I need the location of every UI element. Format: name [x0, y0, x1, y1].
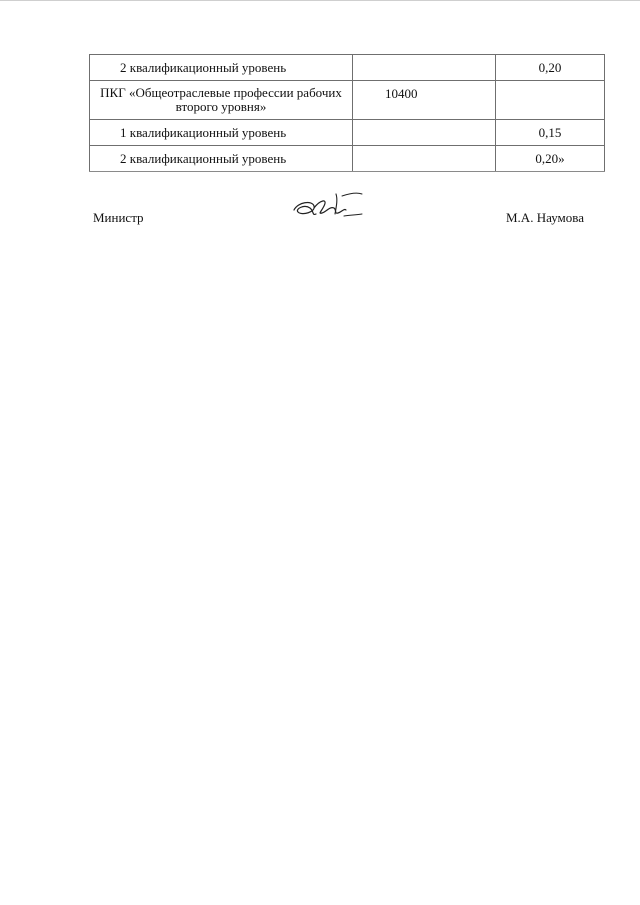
code-cell [353, 120, 496, 146]
qualification-level-cell [90, 146, 353, 172]
handwritten-signature-icon [290, 188, 370, 230]
qualification-level-cell [90, 120, 353, 146]
qualification-level-cell [90, 55, 353, 81]
code-cell [353, 55, 496, 81]
table-row [90, 120, 605, 146]
code-cell [353, 81, 496, 120]
coefficient-cell [496, 55, 605, 81]
professional-group-text: ПКГ «Общеотраслевые профессии рабочих второго уровня» [100, 85, 342, 114]
qualification-level-text: 2 квалификационный уровень [120, 151, 287, 166]
coefficients-table [89, 54, 605, 172]
coefficient-cell [496, 146, 605, 172]
signatory-position: Министр [93, 210, 144, 225]
code-text [353, 55, 495, 61]
professional-group-cell [90, 81, 353, 120]
code-text: 10400 [385, 86, 418, 101]
qualification-level-text: 2 квалификационный уровень [120, 60, 287, 75]
coefficient-text [496, 81, 604, 87]
signatory-name: М.А. Наумова [506, 210, 584, 225]
signature-block [0, 188, 640, 238]
coefficient-cell [496, 120, 605, 146]
coefficient-text: 0,20 [538, 60, 562, 75]
coefficient-text: 0,20» [535, 151, 565, 166]
code-cell [353, 146, 496, 172]
table-row [90, 81, 605, 120]
qualification-level-text: 1 квалификационный уровень [120, 125, 287, 140]
page-top-edge [0, 0, 640, 1]
coefficient-text: 0,15 [538, 125, 562, 140]
code-text [353, 146, 495, 152]
table-row [90, 55, 605, 81]
coefficient-cell [496, 81, 605, 120]
table-row [90, 146, 605, 172]
code-text [353, 120, 495, 126]
